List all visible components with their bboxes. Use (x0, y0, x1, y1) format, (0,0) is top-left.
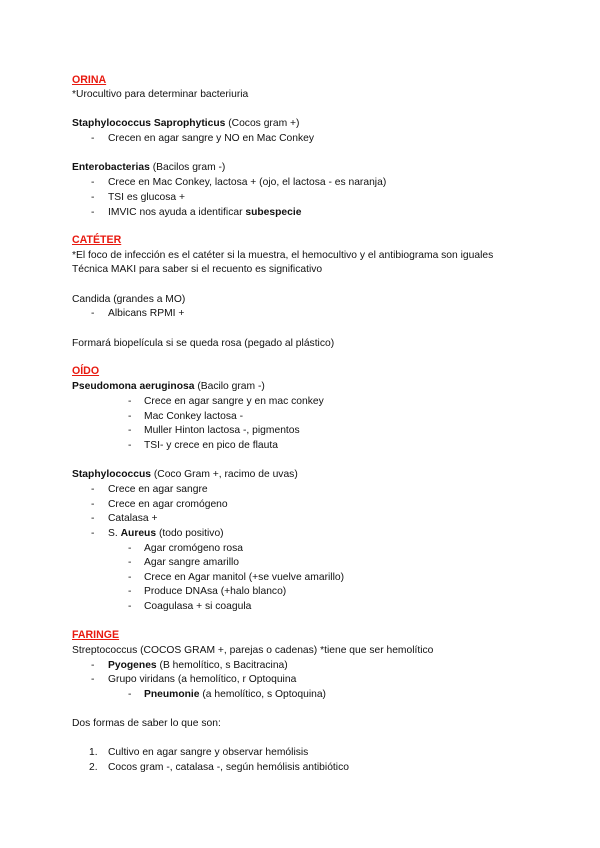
bullet-dash: - (91, 177, 95, 188)
heading-cateter: CATÉTER (72, 234, 122, 246)
oido-pseudo-name: Pseudomona aeruginosa (72, 381, 195, 392)
oido-pseudo-title (72, 380, 265, 393)
oido-staph-title (72, 468, 298, 481)
cateter-biopelicula: Formará biopelícula si se queda rosa (pegado al plástico) (72, 338, 335, 349)
bullet-dash: - (128, 440, 132, 451)
faringe-dos-formas: Dos formas de saber lo que son: (72, 718, 221, 729)
orina-imvic-text: IMVIC nos ayuda a identificar (108, 207, 246, 218)
numbered-item: Cultivo en agar sangre y observar hemólisis (108, 747, 309, 758)
numbered-marker: 2. (89, 762, 98, 773)
bullet-dash: - (91, 513, 95, 524)
faringe-viridans: Grupo viridans (a hemolítico, r Optoquina (108, 674, 297, 685)
bullet-dash: - (128, 557, 132, 568)
bullet-dash: - (128, 425, 132, 436)
oido-staph-bullet: Crece en agar cromógeno (108, 499, 228, 510)
bullet-dash: - (128, 543, 132, 554)
faringe-pneumonie-desc: (a hemolítico, s Optoquina) (199, 689, 326, 700)
oido-pseudo-bullet: Mac Conkey lactosa - (144, 411, 244, 422)
bullet-dash: - (91, 528, 95, 539)
heading-oido: OÍDO (72, 365, 100, 377)
oido-staph-name: Staphylococcus (72, 469, 151, 480)
oido-pseudo-desc: (Bacilo gram -) (194, 381, 265, 392)
faringe-pyogenes-bold: Pyogenes (108, 660, 157, 671)
faringe-strep: Streptococcus (COCOS GRAM +, parejas o cadenas) *tiene que ser hemolítico (72, 645, 434, 656)
oido-aureus-bullet: Agar sangre amarillo (144, 557, 240, 568)
orina-entero-desc: (Bacilos gram -) (149, 162, 226, 173)
bullet-dash: - (91, 660, 95, 671)
oido-aureus-bullet: Crece en Agar manitol (+se vuelve amarillo) (144, 572, 345, 583)
oido-pseudo-bullet: Muller Hinton lactosa -, pigmentos (144, 425, 300, 436)
oido-staph-bullet: Catalasa + (108, 513, 158, 524)
bullet-dash: - (128, 586, 132, 597)
orina-imvic-bold: subespecie (245, 207, 302, 218)
oido-aureus-bullet: Agar cromógeno rosa (144, 543, 244, 554)
bullet-dash: - (91, 207, 95, 218)
bullet-dash: - (128, 572, 132, 583)
orina-entero-bullet: TSI es glucosa + (108, 192, 185, 203)
oido-staph-bullet: Crece en agar sangre (108, 484, 208, 495)
orina-staph-desc: (Cocos gram +) (225, 118, 300, 129)
oido-staph-desc: (Coco Gram +, racimo de uvas) (150, 469, 298, 480)
orina-imvic (108, 206, 301, 219)
cateter-line1: *El foco de infección es el catéter si la muestra, el hemocultivo y el antibiograma son iguales (72, 250, 494, 261)
oido-aureus-bold: Aureus (120, 528, 157, 539)
faringe-pyogenes (108, 659, 288, 672)
bullet-dash: - (91, 499, 95, 510)
numbered-item: Cocos gram -, catalasa -, según hemólisis antibiótico (108, 762, 349, 773)
bullet-dash: - (128, 601, 132, 612)
oido-aureus-prefix: S. (108, 528, 121, 539)
bullet-dash: - (91, 484, 95, 495)
heading-orina: ORINA (72, 74, 107, 86)
orina-staph-name: Staphylococcus Saprophyticus (72, 118, 226, 129)
faringe-pneumonie (144, 688, 326, 701)
cateter-candida: Candida (grandes a MO) (72, 294, 186, 305)
oido-aureus-bullet: Produce DNAsa (+halo blanco) (144, 586, 287, 597)
oido-aureus (108, 527, 224, 540)
orina-entero-title (72, 161, 225, 174)
orina-intro: *Urocultivo para determinar bacteriuria (72, 89, 249, 100)
bullet-dash: - (128, 689, 132, 700)
cateter-candida-bullet: Albicans RPMI + (108, 308, 185, 319)
bullet-dash: - (91, 308, 95, 319)
bullet-dash: - (128, 396, 132, 407)
faringe-pneumonie-bold: Pneumonie (144, 689, 200, 700)
oido-pseudo-bullet: Crece en agar sangre y en mac conkey (144, 396, 324, 407)
numbered-marker: 1. (89, 747, 98, 758)
bullet-dash: - (91, 133, 95, 144)
oido-aureus-suffix: (todo positivo) (156, 528, 224, 539)
orina-staph-bullet: Crecen en agar sangre y NO en Mac Conkey (108, 133, 315, 144)
orina-staph-title (72, 117, 299, 130)
orina-entero-name: Enterobacterias (72, 162, 150, 173)
bullet-dash: - (91, 192, 95, 203)
bullet-dash: - (128, 411, 132, 422)
bullet-dash: - (91, 674, 95, 685)
heading-faringe: FARINGE (72, 629, 120, 641)
oido-aureus-bullet: Coagulasa + si coagula (144, 601, 252, 612)
cateter-line2: Técnica MAKI para saber si el recuento es significativo (72, 264, 323, 275)
faringe-pyogenes-desc: (B hemolítico, s Bacitracina) (156, 660, 288, 671)
orina-entero-bullet: Crece en Mac Conkey, lactosa + (ojo, el lactosa - es naranja) (108, 177, 387, 188)
oido-pseudo-bullet: TSI- y crece en pico de flauta (144, 440, 278, 451)
